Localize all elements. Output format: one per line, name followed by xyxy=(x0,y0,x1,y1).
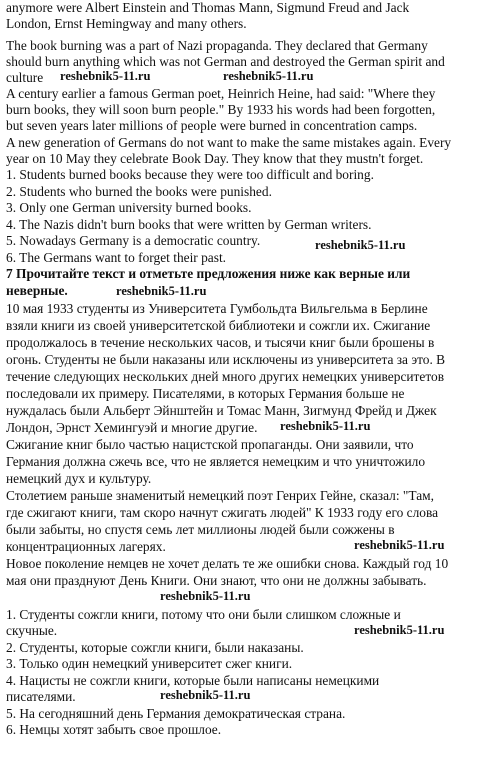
russian-line: Германия должна сжечь все, что не является немецким и что уничтожило xyxy=(6,454,426,469)
english-line: but seven years later millions of people were burned in concentration camps. xyxy=(6,118,418,133)
english-line: should burn anything which was not German and destroyed the German spirit and xyxy=(6,54,445,69)
task-heading: 7 Прочитайте текст и отметьте предложения ниже как верные или xyxy=(6,266,411,281)
russian-statement: 6. Немцы хотят забыть свое прошлое. xyxy=(6,722,222,737)
english-line: burn books, they will soon burn people." By 1933 his words had been forgotten, xyxy=(6,102,436,117)
russian-line: Столетием раньше знаменитый немецкий поэт Генрих Гейне, сказал: "Там, xyxy=(6,488,434,503)
english-line: culture xyxy=(6,70,44,85)
english-line: year on 10 May they celebrate Book Day. They know that they mustn't forget. xyxy=(6,151,424,166)
russian-line: 10 мая 1933 студенты из Университета Гумбольдта Вильгельма в Берлине xyxy=(6,301,428,316)
watermark: reshebnik5-11.ru xyxy=(116,284,207,298)
watermark: reshebnik5-11.ru xyxy=(160,688,251,702)
english-statement: 4. The Nazis didn't burn books that were written by German writers. xyxy=(6,217,372,232)
russian-line: нуждалась были Альберт Эйнштейн и Томас Манн, Зигмунд Фрейд и Джек xyxy=(6,403,437,418)
watermark: reshebnik5-11.ru xyxy=(315,238,406,252)
russian-statement: скучные. xyxy=(6,623,58,638)
watermark: reshebnik5-11.ru xyxy=(354,538,445,552)
russian-statement: 5. На сегодняшний день Германия демократическая страна. xyxy=(6,706,346,721)
russian-line: Лондон, Эрнст Хемингуэй и многие другие. xyxy=(6,420,258,435)
russian-line: были забыты, но спустя семь лет миллионы людей были сожжены в xyxy=(6,522,395,537)
english-line: The book burning was a part of Nazi propaganda. They declared that Germany xyxy=(6,38,428,53)
english-line: A new generation of Germans do not want to make the same mistakes again. Every xyxy=(6,135,452,150)
russian-statement: 2. Студенты, которые сожгли книги, были наказаны. xyxy=(6,640,304,655)
russian-line: Новое поколение немцев не хочет делать те же ошибки снова. Каждый год 10 xyxy=(6,556,449,571)
watermark: reshebnik5-11.ru xyxy=(280,419,371,433)
watermark: reshebnik5-11.ru xyxy=(354,623,445,637)
english-statement: 2. Students who burned the books were punished. xyxy=(6,184,272,199)
russian-statement: 3. Только один немецкий университет сжег книги. xyxy=(6,656,293,671)
english-line: A century earlier a famous German poet, Heinrich Heine, had said: "Where they xyxy=(6,86,436,101)
watermark: reshebnik5-11.ru xyxy=(223,69,314,83)
russian-line: продолжалось в течение нескольких часов, и тысячи книг были брошены в xyxy=(6,335,435,350)
russian-line: взяли книги из своей университетской библиотеки и сожгли их. Сжигание xyxy=(6,318,431,333)
watermark: reshebnik5-11.ru xyxy=(60,69,151,83)
russian-line: где сжигают книги, там скоро начнут сжигать людей" К 1933 году его слова xyxy=(6,505,439,520)
russian-line: концентрационных лагерях. xyxy=(6,539,166,554)
russian-line: мая они празднуют День Книги. Они знают, что они не должны забывать. xyxy=(6,573,427,588)
russian-line: огонь. Студенты не были наказаны или исключены из университета за это. В xyxy=(6,352,446,367)
english-statement: 5. Nowadays Germany is a democratic country. xyxy=(6,233,261,248)
english-statement: 6. The Germans want to forget their past. xyxy=(6,250,227,265)
russian-statement: 4. Нацисты не сожгли книги, которые были написаны немецкими xyxy=(6,673,380,688)
russian-line: течение следующих нескольких дней много других немецких университетов xyxy=(6,369,445,384)
english-line: anymore were Albert Einstein and Thomas Mann, Sigmund Freud and Jack xyxy=(6,0,410,15)
russian-line: немецкий дух и культуру. xyxy=(6,471,152,486)
english-line: London, Ernst Hemingway and many others. xyxy=(6,16,247,31)
english-statement: 3. Only one German university burned books. xyxy=(6,200,252,215)
russian-statement: 1. Студенты сожгли книги, потому что они были слишком сложные и xyxy=(6,607,401,622)
russian-statement: писателями. xyxy=(6,689,76,704)
russian-line: Сжигание книг было частью нацистской пропаганды. Они заявили, что xyxy=(6,437,414,452)
watermark: reshebnik5-11.ru xyxy=(160,589,251,603)
task-heading: неверные. xyxy=(6,283,68,298)
russian-line: последовали их примеру. Писателями, в которых Германия больше не xyxy=(6,386,405,401)
english-statement: 1. Students burned books because they were too difficult and boring. xyxy=(6,167,374,182)
